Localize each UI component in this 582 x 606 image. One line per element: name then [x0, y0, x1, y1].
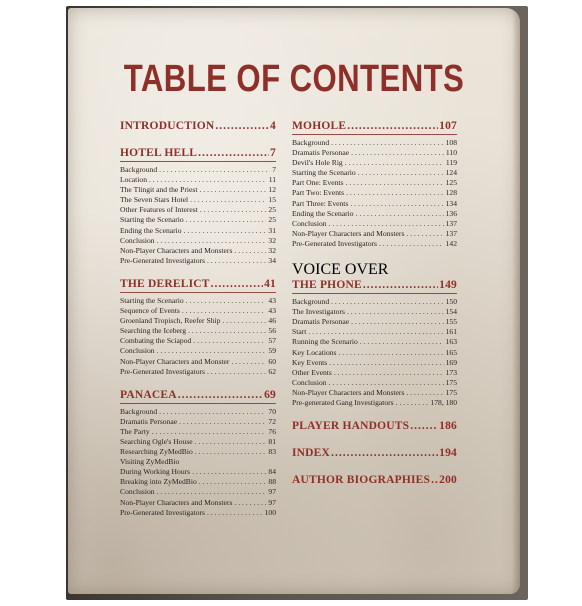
entry-label: The Seven Stars Hotel [120, 195, 189, 205]
dot-leader [406, 388, 443, 398]
section-page-number: 200 [439, 474, 457, 487]
toc-entry[interactable] [292, 158, 457, 168]
entry-label: Non-Player Characters and Monster [120, 356, 230, 366]
dot-leader [329, 219, 444, 229]
section-page-number: 69 [264, 388, 276, 401]
section-divider [120, 292, 276, 293]
dot-leader [396, 398, 429, 408]
toc-entry[interactable] [292, 348, 457, 358]
dot-leader [406, 229, 443, 239]
entry-page-number: 32 [268, 245, 276, 255]
dot-leader [195, 437, 267, 447]
dot-leader [234, 498, 266, 508]
dot-leader [199, 185, 266, 195]
dot-leader [231, 357, 266, 367]
entry-page-number: 88 [268, 477, 276, 487]
entry-label: Non-Player Characters and Monsters [292, 387, 405, 397]
toc-entry[interactable] [120, 226, 276, 236]
entry-page-number: 60 [268, 356, 276, 366]
toc-entry[interactable] [120, 195, 276, 205]
entry-label: Dramatis Personae [292, 148, 350, 158]
entry-label: Groenland Tropisch, Reefer Ship [120, 316, 221, 326]
toc-section-author-biographies [292, 474, 457, 487]
entry-page-number: 43 [268, 306, 276, 316]
section-page-number: 7 [270, 147, 276, 159]
entry-page-number: 137 [445, 218, 457, 228]
entry-page-number: 110 [445, 148, 457, 158]
entry-page-number: 32 [268, 235, 276, 245]
section-title: AUTHOR BIOGRAPHIES [292, 474, 431, 487]
toc-column-right [292, 120, 457, 499]
dot-leader [157, 236, 267, 246]
toc-entry[interactable] [120, 185, 276, 195]
toc-entry[interactable] [292, 148, 457, 158]
section-title: PANACEA [120, 388, 177, 401]
section-heading[interactable] [292, 474, 457, 487]
entry-label: Other Features of Interest [120, 205, 198, 215]
dot-leader [360, 337, 444, 347]
toc-entry[interactable] [292, 358, 457, 368]
entry-page-number: 175 [445, 387, 457, 397]
toc-entry[interactable] [292, 368, 457, 378]
toc-entry[interactable] [292, 209, 457, 219]
toc-section-the-phone [292, 261, 457, 408]
toc-entry[interactable] [292, 378, 457, 388]
section-heading[interactable] [120, 120, 276, 133]
toc-entry[interactable] [120, 508, 276, 518]
dot-leader [356, 209, 444, 219]
entry-label: Ending the Scenario [292, 208, 354, 218]
entry-label: Starting the Scenario [120, 215, 184, 225]
toc-entry[interactable] [120, 306, 276, 316]
dot-leader [347, 120, 438, 133]
entry-label: Conclusion [120, 487, 155, 497]
toc-entry[interactable] [292, 219, 457, 229]
page-title: TABLE OF CONTENTS [123, 58, 465, 100]
entry-page-number: 31 [268, 225, 276, 235]
toc-entry[interactable] [120, 457, 276, 467]
entry-page-number: 97 [268, 487, 276, 497]
section-heading[interactable] [120, 147, 276, 160]
toc-entry[interactable] [120, 165, 276, 175]
section-heading-line1[interactable]: VOICE OVER [292, 261, 389, 279]
entry-page-number: 169 [445, 357, 457, 367]
dot-leader [358, 168, 444, 178]
entry-page-number: 25 [268, 205, 276, 215]
toc-entry[interactable] [120, 246, 276, 256]
dot-leader [339, 348, 444, 358]
dot-leader [199, 477, 267, 487]
dot-leader [159, 165, 270, 175]
entry-page-number: 155 [445, 317, 457, 327]
entry-page-number: 125 [445, 178, 457, 188]
dot-leader [159, 407, 266, 417]
entry-label: Background [292, 138, 330, 147]
dot-leader [186, 296, 267, 306]
entry-label: Part Three: Events [292, 198, 349, 208]
toc-section-player-handouts [292, 420, 457, 433]
entry-page-number: 76 [268, 426, 276, 436]
entry-label: Key Locations [292, 347, 337, 357]
toc-entry[interactable] [292, 178, 457, 188]
toc-entry[interactable] [120, 346, 276, 356]
dot-leader [431, 474, 438, 487]
entry-label: Pre-generated Gang Investigators [292, 397, 394, 407]
section-heading[interactable] [292, 279, 457, 292]
dot-leader [350, 199, 443, 209]
entry-page-number: 12 [268, 185, 276, 195]
dot-leader [331, 447, 438, 460]
entry-label: Researching ZyMedBio [120, 447, 193, 457]
section-divider [292, 293, 457, 294]
dot-leader [351, 317, 443, 327]
toc-entry[interactable] [120, 316, 276, 326]
entry-page-number: 134 [445, 198, 457, 208]
entry-label: Ending the Scenario [120, 225, 182, 235]
toc-entry[interactable] [120, 357, 276, 367]
dot-leader [179, 417, 266, 427]
toc-entry[interactable] [120, 336, 276, 346]
dot-leader [346, 188, 444, 198]
toc-entry[interactable] [292, 398, 457, 408]
entry-page-number: 15 [268, 195, 276, 205]
dot-leader [190, 195, 266, 205]
entry-page-number: 173 [445, 367, 457, 377]
entry-page-number: 119 [445, 158, 457, 168]
entry-label: Searching Ogle's House [120, 436, 193, 446]
section-heading[interactable] [292, 420, 457, 433]
section-page-number: 186 [439, 420, 457, 433]
entry-page-number: 62 [268, 366, 276, 376]
entry-label: Pre-Generated Investigators [120, 255, 205, 265]
entry-label: Conclusion [120, 235, 155, 245]
dot-leader [347, 307, 444, 317]
entry-label: Conclusion [292, 218, 327, 228]
toc-entry[interactable] [292, 138, 457, 148]
section-page-number: 107 [439, 120, 457, 132]
entry-label: Breaking into ZyMedBio [120, 477, 197, 487]
toc-entry[interactable] [120, 417, 276, 427]
entry-label: Sequence of Events [120, 306, 180, 316]
entry-label: Searching the Iceberg [120, 326, 187, 336]
entry-label: Starting the Scenario [292, 168, 356, 178]
dot-leader [234, 246, 266, 256]
entry-label: Background [292, 297, 330, 307]
entry-label: Visiting ZyMedBio [120, 457, 180, 467]
dot-leader [345, 178, 443, 188]
dot-leader [157, 487, 267, 497]
toc-entry[interactable] [292, 337, 457, 347]
section-divider [120, 403, 276, 404]
dot-leader [182, 306, 267, 316]
entry-label: Starting the Scenario [120, 295, 184, 305]
toc-entry[interactable] [120, 326, 276, 336]
toc-entry[interactable] [120, 498, 276, 508]
entry-page-number: 128 [445, 188, 457, 198]
section-divider [120, 161, 276, 162]
toc-entry[interactable] [292, 307, 457, 317]
toc-section-introduction [120, 120, 276, 133]
section-page-number: 149 [439, 279, 457, 292]
entry-label: The Party [120, 426, 150, 436]
toc-section-the-derelict [120, 278, 276, 377]
entry-page-number: 11 [268, 175, 276, 185]
dot-leader [331, 138, 443, 148]
entry-page-number: 7 [272, 165, 276, 174]
entry-label: Non-Player Characters and Monsters [292, 228, 405, 238]
dot-leader [410, 420, 438, 433]
dot-leader [157, 346, 267, 356]
entry-label: Combating the Sciapod [120, 336, 192, 346]
entry-label: Part One: Events [292, 178, 344, 188]
toc-entry[interactable] [120, 427, 276, 437]
entry-page-number: 83 [268, 447, 276, 457]
entry-label: Pre-Generated Investigators [120, 366, 205, 376]
toc-section-mohole [292, 120, 457, 249]
toc-entry[interactable] [120, 175, 276, 185]
dot-leader [198, 147, 269, 160]
entry-page-number: 70 [268, 406, 276, 416]
dot-leader [152, 427, 267, 437]
toc-entry[interactable] [292, 229, 457, 239]
section-title: PLAYER HANDOUTS [292, 420, 410, 433]
page-curl-shadow [512, 8, 520, 594]
dot-leader [200, 205, 267, 215]
dot-leader [178, 389, 263, 402]
section-divider [292, 134, 457, 135]
dot-leader [345, 158, 444, 168]
toc-entry[interactable] [120, 467, 276, 477]
toc-entry[interactable] [292, 199, 457, 209]
entry-page-number: 154 [445, 307, 457, 317]
section-title: MOHOLE [292, 120, 347, 132]
section-page-number: 194 [439, 447, 457, 460]
entry-label: Location [120, 175, 147, 185]
entry-label: Conclusion [120, 346, 155, 356]
toc-entry[interactable] [292, 317, 457, 327]
section-title: THE DERELICT [120, 277, 210, 290]
entry-page-number: 124 [445, 168, 457, 178]
entry-label: Background [120, 406, 158, 416]
entry-label: Conclusion [292, 377, 327, 387]
dot-leader [363, 279, 438, 292]
toc-entry[interactable] [120, 296, 276, 306]
entry-label: During Working Hours [120, 467, 191, 477]
entry-page-number: 150 [445, 297, 457, 307]
toc-section-panacea [120, 389, 276, 518]
toc-entry[interactable] [120, 367, 276, 377]
entry-page-number: 46 [268, 316, 276, 326]
section-title: HOTEL HELL [120, 147, 198, 159]
entry-page-number: 108 [445, 138, 457, 147]
entry-label: Start [292, 327, 307, 337]
entry-page-number: 59 [268, 346, 276, 356]
toc-entry[interactable] [292, 188, 457, 198]
section-page-number: 4 [270, 120, 276, 132]
dot-leader [184, 226, 267, 236]
toc-entry[interactable] [292, 327, 457, 337]
toc-entry[interactable] [120, 205, 276, 215]
entry-page-number: 81 [268, 436, 276, 446]
dot-leader [188, 326, 266, 336]
entry-label: Non-Player Characters and Monsters [120, 245, 233, 255]
entry-page-number: 43 [268, 295, 276, 305]
dot-leader [334, 368, 444, 378]
toc-entry[interactable] [292, 168, 457, 178]
entry-label: Dramatis Personae [120, 416, 178, 426]
section-heading[interactable] [292, 120, 457, 133]
entry-label: Other Events [292, 367, 332, 377]
dot-leader [331, 297, 443, 307]
entry-page-number: 57 [268, 336, 276, 346]
entry-page-number: 25 [268, 215, 276, 225]
toc-entry[interactable] [120, 407, 276, 417]
entry-page-number: 137 [445, 228, 457, 238]
dot-leader [186, 215, 267, 225]
entry-label: Running the Scenario [292, 337, 358, 347]
entry-label: Pre-Generated Investigators [292, 238, 377, 248]
entry-page-number: 161 [445, 327, 457, 337]
entry-label: Key Events [292, 357, 328, 367]
entry-label: Background [120, 165, 158, 174]
dot-leader [351, 148, 444, 158]
section-title: INDEX [292, 447, 331, 460]
toc-entry[interactable] [120, 447, 276, 457]
section-heading[interactable] [120, 278, 276, 291]
dot-leader [207, 508, 263, 518]
entry-label: Devil's Hole Rig [292, 158, 343, 168]
entry-label: Pre-Generated Investigators [120, 507, 205, 517]
entry-page-number: 84 [268, 467, 276, 477]
entry-page-number: 100 [264, 507, 276, 517]
dot-leader [329, 358, 443, 368]
dot-leader [308, 327, 443, 337]
entry-page-number: 56 [268, 326, 276, 336]
dot-leader [195, 447, 267, 457]
section-page-number: 41 [264, 277, 276, 290]
toc-entry[interactable] [120, 215, 276, 225]
section-title: THE PHONE [292, 279, 362, 292]
toc-entry[interactable] [120, 437, 276, 447]
entry-page-number: 97 [268, 497, 276, 507]
dot-leader [149, 175, 267, 185]
entry-page-number: 165 [445, 347, 457, 357]
toc-entry[interactable] [292, 297, 457, 307]
dot-leader [207, 256, 266, 266]
entry-page-number: 72 [268, 416, 276, 426]
dot-leader [211, 278, 263, 291]
entry-page-number: 142 [445, 238, 457, 248]
entry-page-number: 163 [445, 337, 457, 347]
entry-label: Part Two: Events [292, 188, 345, 198]
entry-label: Non-Player Characters and Monsters [120, 497, 233, 507]
entry-label: The Tlingit and the Priest [120, 185, 198, 195]
entry-page-number: 178, 180 [430, 397, 457, 407]
toc-entry[interactable] [120, 236, 276, 246]
toc-entry[interactable] [120, 487, 276, 497]
page [68, 8, 520, 594]
toc-entry[interactable] [120, 256, 276, 266]
entry-label: Dramatis Personae [292, 317, 350, 327]
dot-leader [222, 316, 266, 326]
dot-leader [193, 336, 266, 346]
toc-entry[interactable] [120, 477, 276, 487]
section-heading[interactable] [120, 389, 276, 402]
dot-leader [207, 367, 266, 377]
dot-leader [192, 467, 266, 477]
toc-entry[interactable] [292, 239, 457, 249]
toc-column-left [120, 120, 276, 530]
entry-page-number: 136 [445, 208, 457, 218]
toc-section-index [292, 447, 457, 460]
dot-leader [329, 378, 444, 388]
toc-section-hotel-hell [120, 147, 276, 266]
dot-leader [215, 120, 269, 133]
entry-label: The Investigators [292, 307, 345, 317]
entry-page-number: 34 [268, 255, 276, 265]
dot-leader [379, 239, 444, 249]
entry-page-number: 175 [445, 377, 457, 387]
section-heading[interactable] [292, 447, 457, 460]
toc-entry[interactable] [292, 388, 457, 398]
section-title: INTRODUCTION [120, 120, 215, 132]
